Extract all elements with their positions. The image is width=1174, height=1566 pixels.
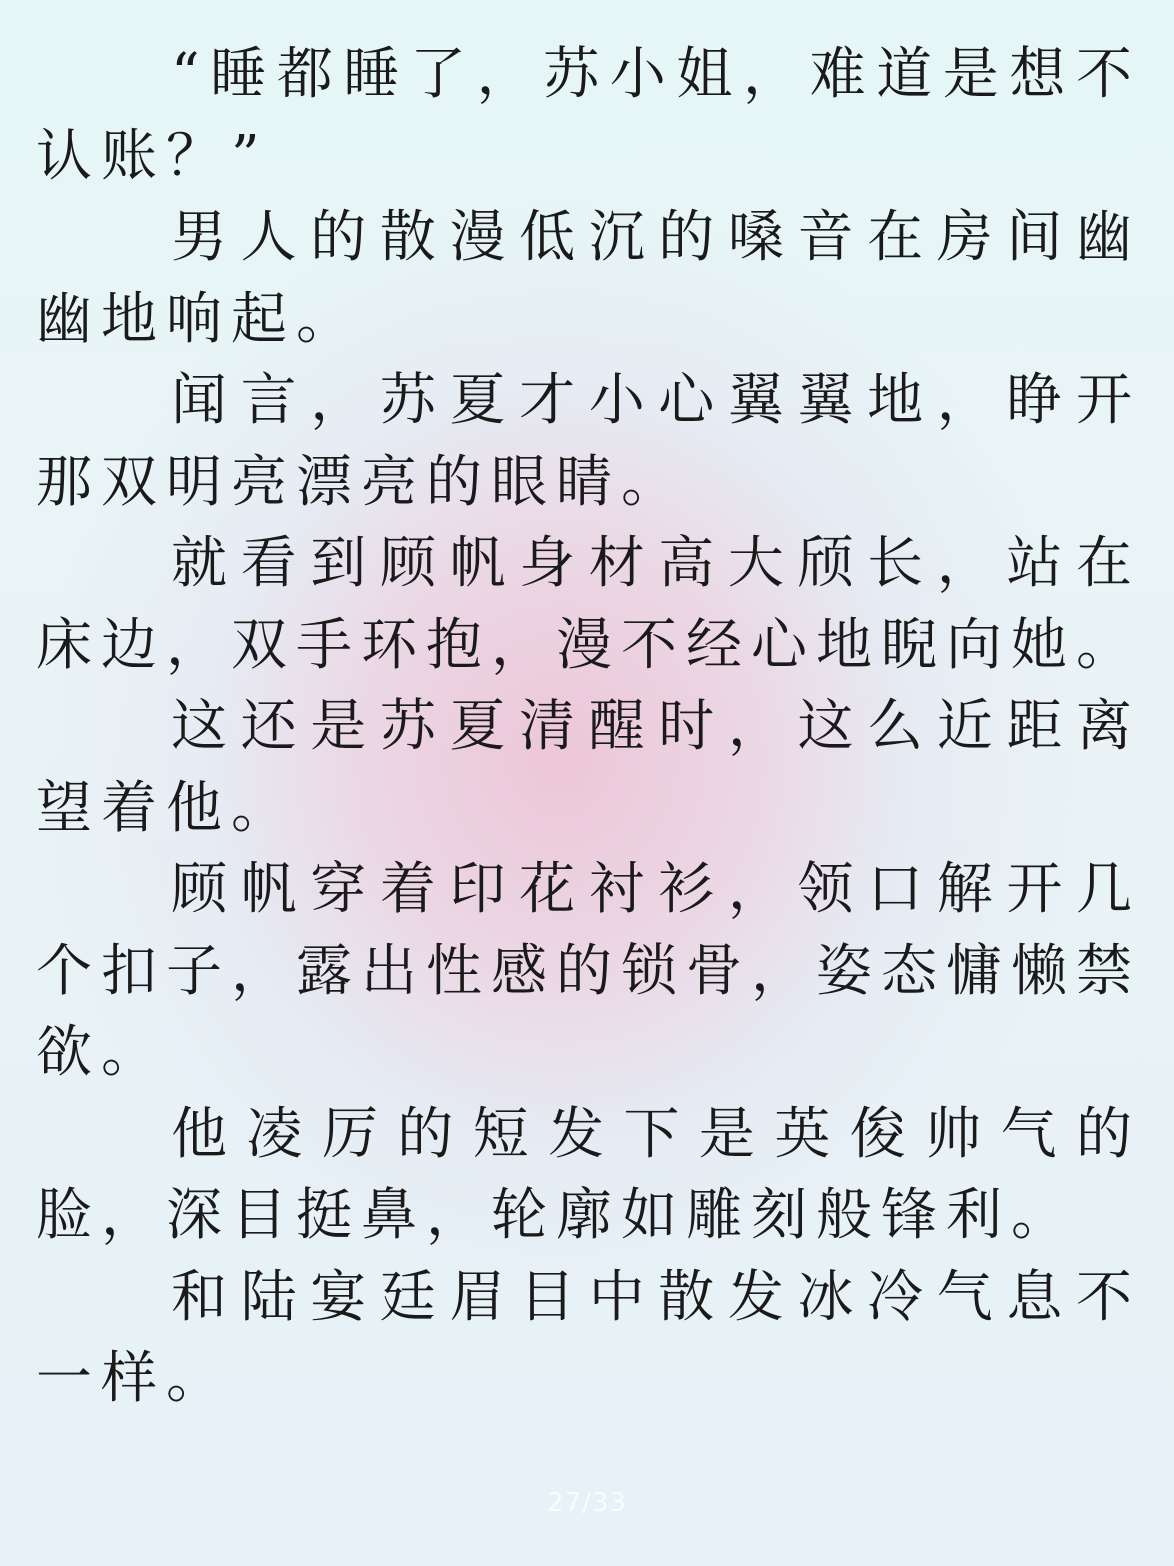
paragraph-5: 这还是苏夏清醒时，这么近距离望着他。	[36, 694, 1141, 841]
story-text	[36, 34, 1141, 1420]
paragraph-6: 顾帆穿着印花衬衫，领口解开几个扣子，露出性感的锁骨，姿态慵懒禁欲。	[36, 857, 1141, 1085]
paragraph-1: “睡都睡了，苏小姐，难道是想不认账？”	[36, 42, 1141, 189]
paragraph-8: 和陆宴廷眉目中散发冰冷气息不一样。	[36, 1264, 1141, 1411]
page-indicator: 27/33	[547, 1488, 627, 1518]
paragraph-2: 男人的散漫低沉的嗓音在房间幽幽地响起。	[36, 205, 1141, 352]
paragraph-7: 他凌厉的短发下是英俊帅气的脸，深目挺鼻，轮廓如雕刻般锋利。	[36, 1101, 1141, 1248]
paragraph-4: 就看到顾帆身材高大颀长，站在床边，双手环抱，漫不经心地睨向她。	[36, 531, 1141, 678]
paragraph-3: 闻言，苏夏才小心翼翼地，睁开那双明亮漂亮的眼睛。	[36, 368, 1141, 515]
